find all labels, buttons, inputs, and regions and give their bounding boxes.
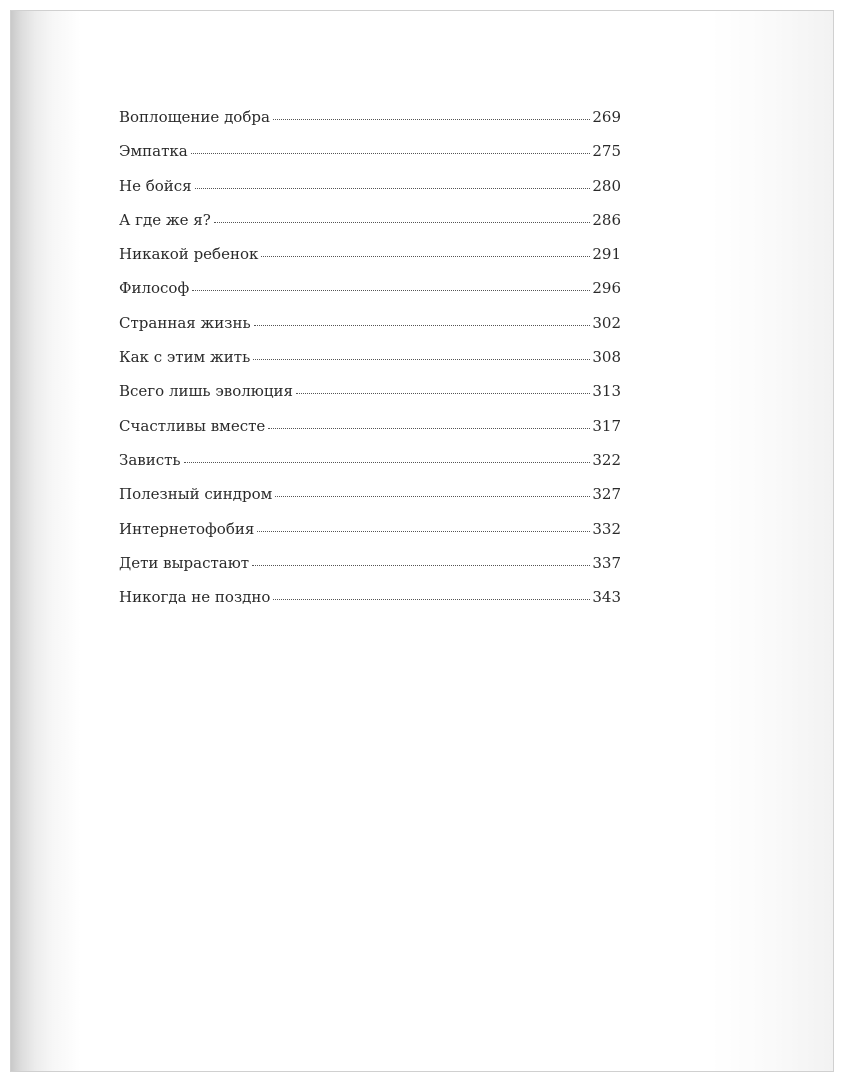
table-of-contents	[119, 108, 621, 622]
toc-entry	[119, 451, 621, 485]
dot-leader	[214, 222, 591, 223]
toc-entry-title: Счастливы вместе	[119, 416, 266, 435]
toc-entry	[119, 142, 621, 176]
toc-entry-title: Зависть	[119, 450, 181, 469]
toc-entry-title: Философ	[119, 279, 190, 298]
dot-leader	[273, 119, 590, 120]
toc-entry	[119, 314, 621, 348]
toc-entry-page: 286	[592, 210, 621, 229]
dot-leader	[252, 565, 590, 566]
toc-entry-page: 302	[592, 313, 621, 332]
toc-entry-title: Странная жизнь	[119, 313, 251, 332]
toc-entry	[119, 588, 621, 622]
toc-entry	[119, 417, 621, 451]
toc-entry-page: 296	[592, 279, 621, 298]
dot-leader	[296, 393, 590, 394]
toc-entry	[119, 520, 621, 554]
dot-leader	[261, 256, 590, 257]
toc-entry-title: Полезный синдром	[119, 485, 273, 504]
toc-entry-title: Никогда не поздно	[119, 588, 271, 607]
toc-entry	[119, 554, 621, 588]
toc-entry-page: 280	[592, 176, 621, 195]
toc-entry-page: 275	[592, 142, 621, 161]
dot-leader	[273, 599, 590, 600]
dot-leader	[275, 496, 590, 497]
dot-leader	[191, 153, 591, 154]
dot-leader	[254, 325, 591, 326]
dot-leader	[192, 290, 590, 291]
dot-leader	[184, 462, 591, 463]
toc-entry-page: 308	[592, 348, 621, 367]
book-page	[10, 10, 834, 1072]
toc-entry	[119, 211, 621, 245]
dot-leader	[253, 359, 590, 360]
toc-entry	[119, 108, 621, 142]
toc-entry-title: А где же я?	[119, 210, 211, 229]
toc-entry-page: 343	[592, 588, 621, 607]
toc-entry-title: Дети вырастают	[119, 553, 250, 572]
toc-entry-title: Всего лишь эволюция	[119, 382, 293, 401]
toc-entry	[119, 348, 621, 382]
dot-leader	[195, 188, 591, 189]
toc-entry-page: 269	[592, 108, 621, 126]
toc-entry	[119, 245, 621, 279]
toc-entry-title: Как с этим жить	[119, 348, 251, 367]
dot-leader	[257, 531, 590, 532]
dot-leader	[268, 428, 590, 429]
toc-entry	[119, 279, 621, 313]
toc-entry-title: Никакой ребенок	[119, 245, 259, 264]
toc-entry-page: 313	[592, 382, 621, 401]
toc-entry-page: 327	[592, 485, 621, 504]
toc-entry-title: Не бойся	[119, 176, 192, 195]
toc-entry-title: Эмпатка	[119, 142, 188, 161]
toc-entry-page: 322	[592, 450, 621, 469]
toc-entry	[119, 177, 621, 211]
toc-entry	[119, 382, 621, 416]
toc-entry-page: 332	[592, 519, 621, 538]
toc-entry-title: Интернетофобия	[119, 519, 255, 538]
toc-entry-title: Воплощение добра	[119, 108, 270, 126]
toc-entry	[119, 485, 621, 519]
toc-entry-page: 337	[592, 553, 621, 572]
toc-entry-page: 291	[592, 245, 621, 264]
toc-entry-page: 317	[592, 416, 621, 435]
